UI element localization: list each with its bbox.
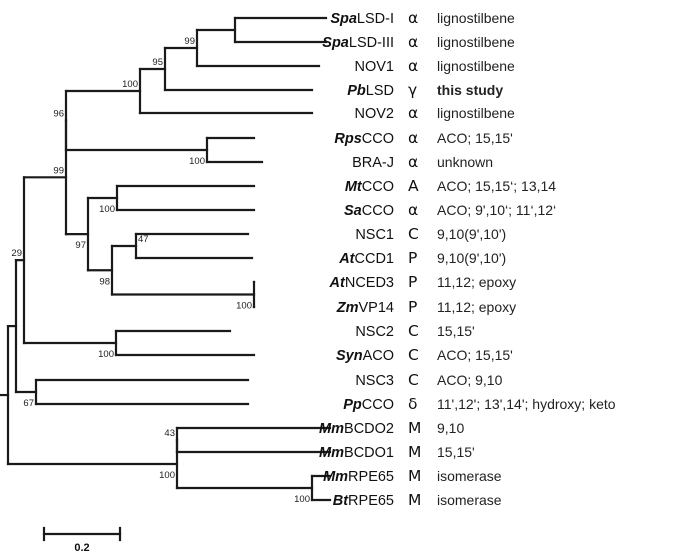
bootstrap-value: 29	[11, 248, 22, 260]
taxon-label: MtCCO	[344, 179, 394, 195]
class-symbol: α	[408, 33, 419, 51]
bootstrap-value: 100	[159, 470, 175, 481]
bootstrap-value: 98	[99, 276, 110, 288]
function-label: 9,10	[437, 420, 465, 436]
bootstrap-value: 97	[75, 240, 86, 252]
bootstrap-value: 100	[189, 156, 205, 167]
function-label: lignostilbene	[437, 105, 515, 121]
function-label: 11,12; epoxy	[437, 299, 517, 315]
class-symbol: δ	[408, 395, 418, 413]
function-label: 9,10(9',10')	[437, 250, 507, 266]
function-label: 11,12; epoxy	[437, 274, 517, 290]
function-label: ACO; 9,10	[437, 372, 503, 388]
bootstrap-value: 100	[99, 204, 115, 215]
taxon-label: AtCCD1	[339, 251, 394, 267]
bootstrap-value: 100	[294, 494, 310, 505]
function-label: unknown	[437, 154, 494, 170]
taxon-labels	[319, 11, 394, 509]
function-label: lignostilbene	[437, 34, 515, 50]
class-symbol: M	[408, 419, 422, 437]
bootstrap-value: 100	[236, 300, 252, 312]
function-label: lignostilbene	[437, 58, 515, 74]
bootstrap-value: 99	[53, 165, 64, 177]
class-symbol: C	[408, 225, 419, 243]
class-symbol: α	[408, 104, 419, 122]
bootstrap-value: 47	[138, 234, 149, 245]
function-label: 11',12'; 13',14'; hydroxy; keto	[437, 396, 616, 412]
function-label: 15,15'	[437, 444, 475, 460]
taxon-label: NOV1	[354, 59, 394, 75]
scale-bar-label: 0.2	[74, 542, 90, 552]
taxon-label: NSC3	[355, 373, 394, 389]
taxon-label: SpaLSD-I	[330, 11, 394, 27]
taxon-label: SpaLSD-III	[322, 35, 394, 51]
class-symbol: α	[408, 57, 419, 75]
class-symbol: P	[408, 249, 418, 267]
bootstrap-value: 100	[98, 349, 114, 360]
scale-bar	[44, 528, 120, 552]
bootstrap-values	[11, 36, 310, 505]
class-symbol: P	[408, 273, 418, 291]
bootstrap-value: 100	[122, 79, 138, 90]
function-label: ACO; 15,15'	[437, 347, 513, 363]
class-column	[408, 9, 421, 509]
class-symbol: P	[408, 298, 418, 316]
taxon-label: BtRPE65	[332, 493, 394, 509]
taxon-label: BRA-J	[352, 155, 394, 171]
function-label: isomerase	[437, 468, 502, 484]
class-symbol: α	[408, 153, 419, 171]
taxon-label: PbLSD	[347, 83, 394, 99]
bootstrap-value: 96	[53, 108, 64, 120]
taxon-label: MmBCDO2	[319, 421, 394, 437]
taxon-label: AtNCED3	[329, 275, 394, 291]
taxon-label: NOV2	[354, 106, 394, 122]
function-label: lignostilbene	[437, 10, 515, 26]
class-symbol: C	[408, 371, 419, 389]
bootstrap-value: 67	[23, 398, 34, 409]
function-column	[437, 10, 616, 508]
taxon-label: NSC1	[355, 227, 394, 243]
class-symbol: C	[408, 346, 419, 364]
function-label: ACO; 9',10‘; 11‘,12‘	[437, 202, 557, 218]
function-label: this study	[437, 82, 504, 98]
taxon-label: RpsCCO	[334, 131, 394, 147]
bootstrap-value: 43	[164, 428, 175, 439]
function-label: ACO; 15,15'	[437, 130, 513, 146]
taxon-label: PpCCO	[343, 397, 394, 413]
bootstrap-value: 95	[152, 57, 163, 68]
taxon-label: MmBCDO1	[319, 445, 394, 461]
taxon-label: SynACO	[335, 348, 394, 364]
class-symbol: M	[408, 443, 422, 461]
function-label: isomerase	[437, 492, 502, 508]
class-symbol: C	[408, 322, 419, 340]
class-symbol: M	[408, 467, 422, 485]
function-label: 15,15'	[437, 323, 475, 339]
function-label: ACO; 15,15‘; 13,14	[437, 178, 557, 194]
taxon-label: MmRPE65	[323, 469, 394, 485]
taxon-label: SaCCO	[344, 203, 394, 219]
class-symbol: α	[408, 201, 419, 219]
taxon-label: NSC2	[355, 324, 394, 340]
class-symbol: α	[408, 129, 419, 147]
function-label: 9,10(9',10')	[437, 226, 507, 242]
class-symbol: A	[408, 177, 419, 195]
class-symbol: α	[408, 9, 419, 27]
class-symbol: M	[408, 491, 422, 509]
taxon-label: ZmVP14	[336, 300, 394, 316]
class-symbol: γ	[408, 81, 418, 99]
bootstrap-value: 99	[184, 36, 195, 47]
